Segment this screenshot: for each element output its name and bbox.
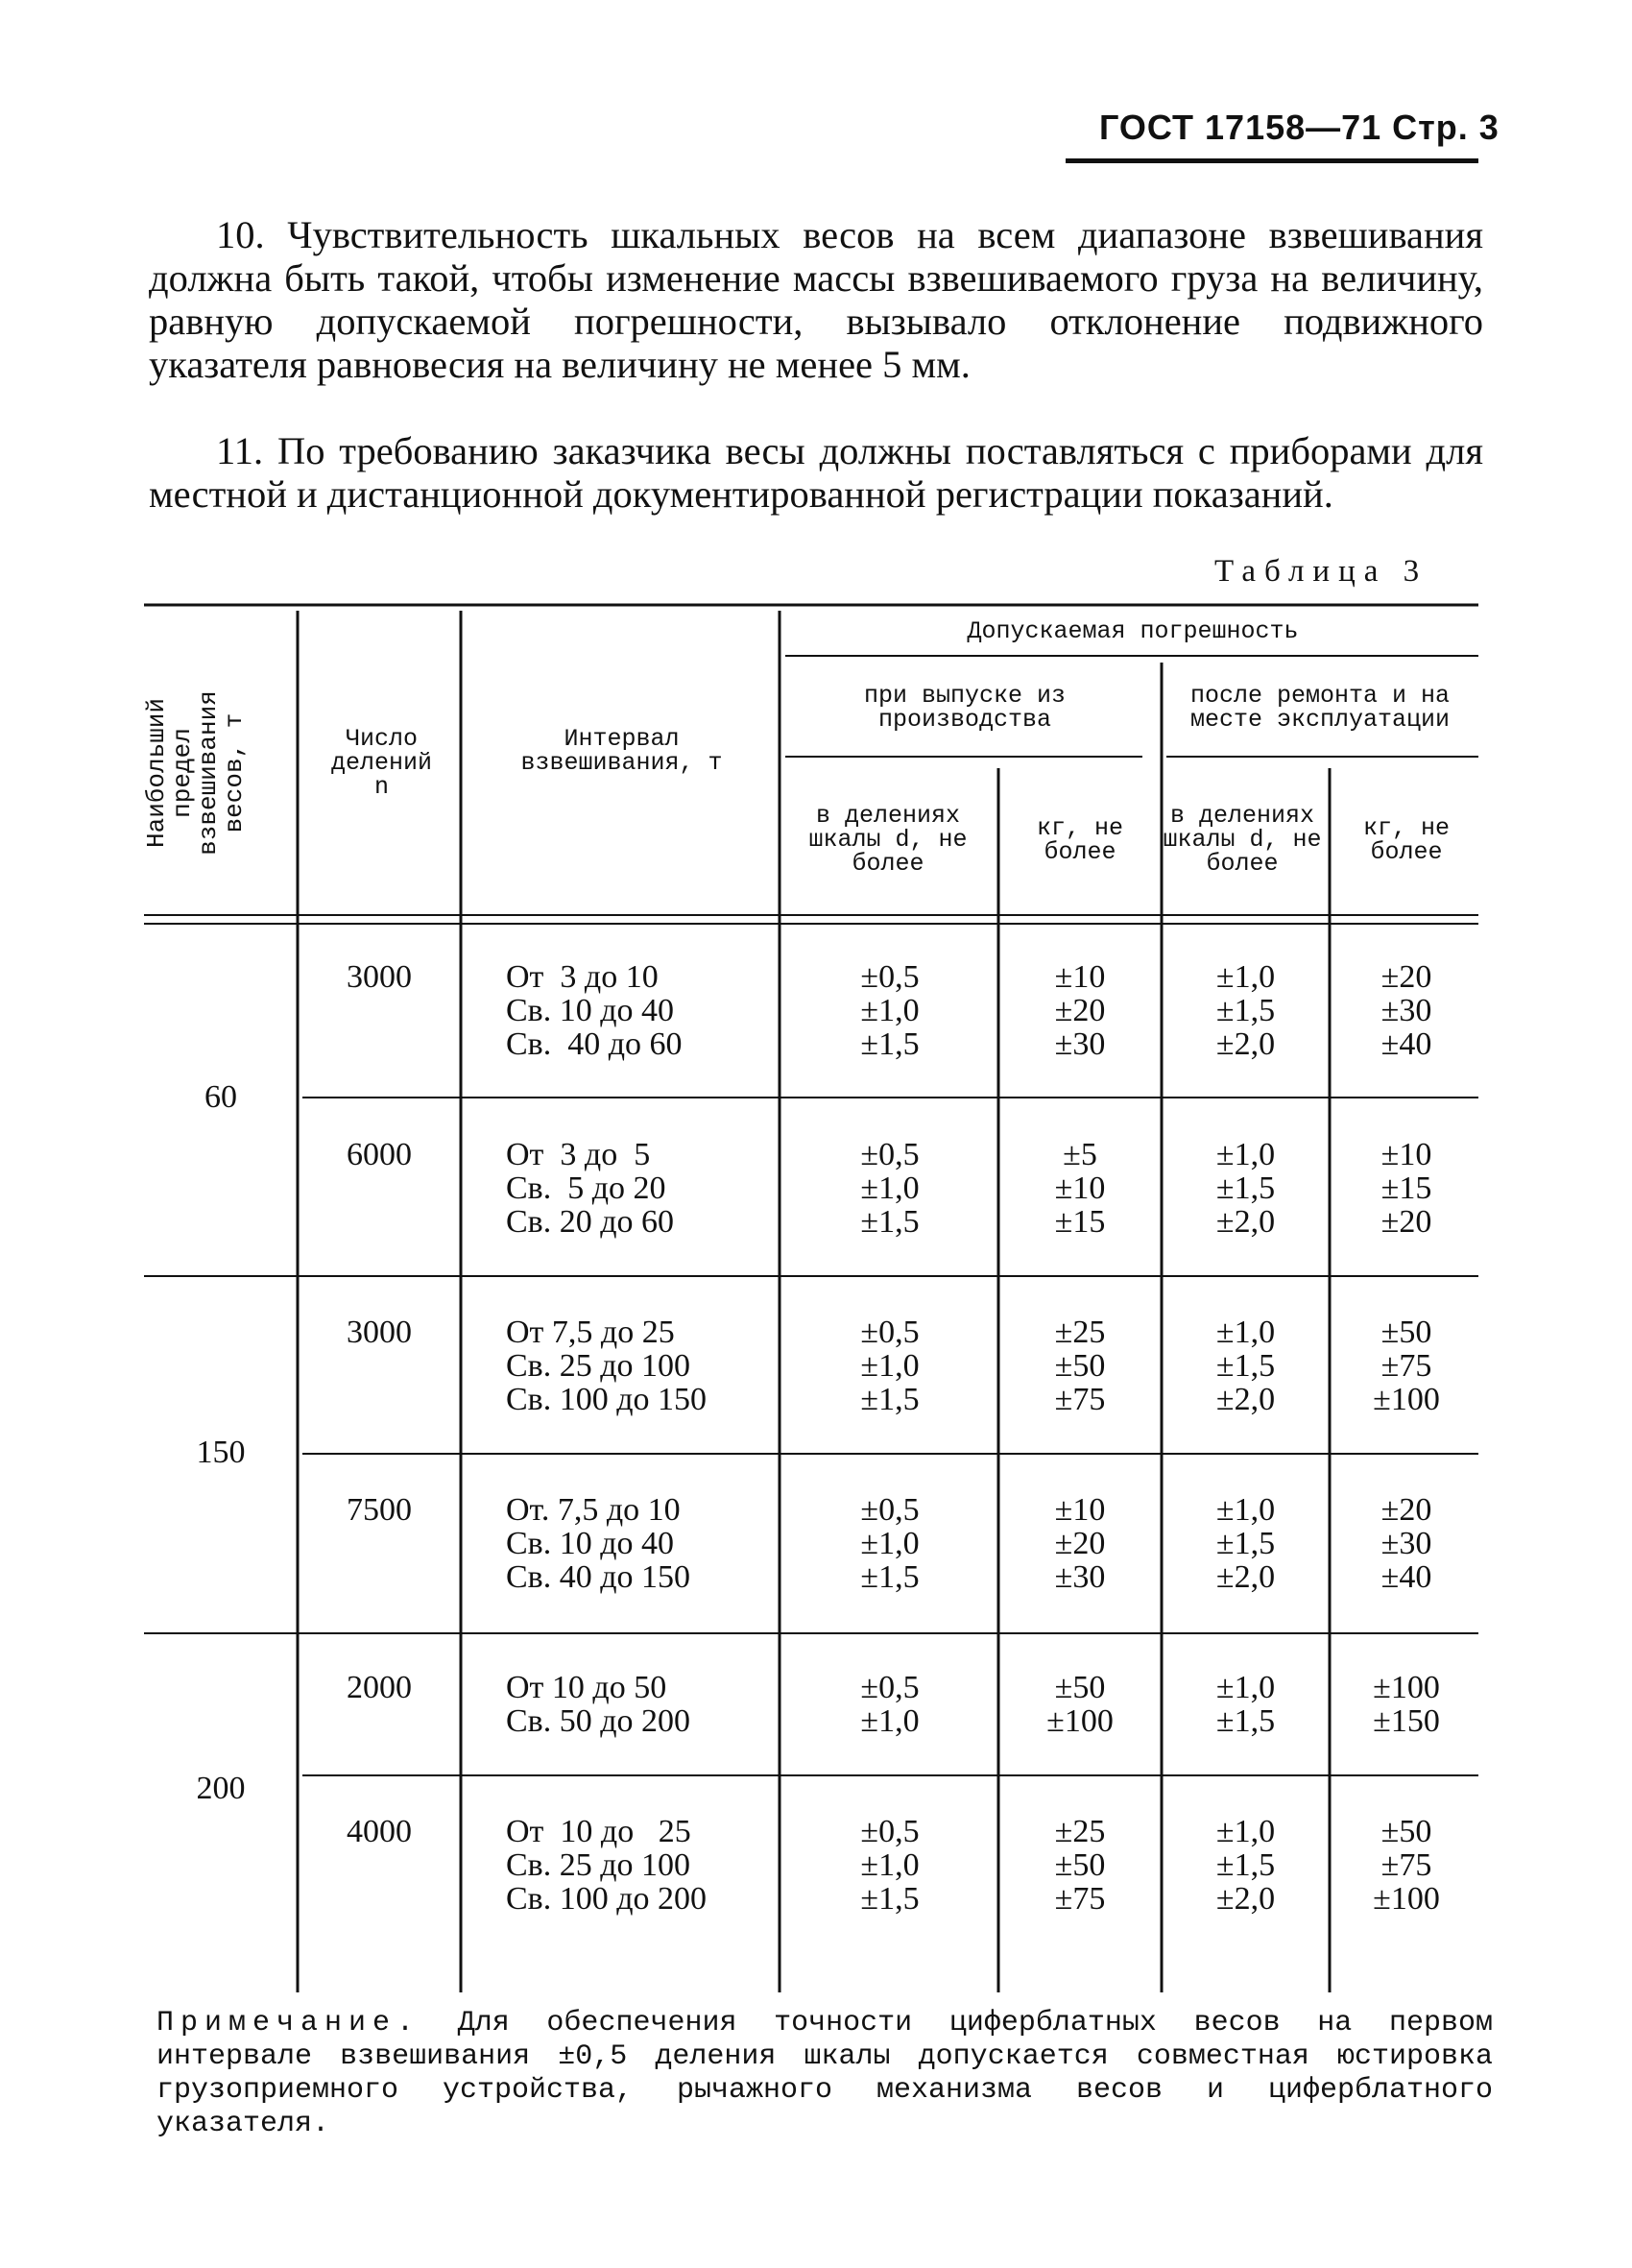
- divisions-cell: 7500: [347, 1492, 412, 1528]
- prod-d-cell: [785, 1493, 995, 1594]
- header-max-limit: Наибольший предел взвешивания весов, т: [142, 690, 249, 856]
- cell-line: ±75: [1054, 1382, 1106, 1417]
- cell-line: ±1,0: [1215, 1814, 1276, 1849]
- intervals-cell: [506, 1138, 775, 1239]
- cell-line: ±0,5: [860, 1814, 920, 1849]
- note-label: Примечание.: [156, 2007, 421, 2039]
- cell-line: ±2,0: [1215, 1204, 1276, 1240]
- cell-line: ±0,5: [860, 1137, 920, 1172]
- rep-d-cell: [1166, 1493, 1325, 1594]
- cell-line: ±10: [1054, 1170, 1106, 1206]
- cell-line: ±50: [1380, 1814, 1432, 1849]
- rep-d-cell: [1166, 960, 1325, 1061]
- header-divisions: Число делений n: [330, 725, 433, 801]
- header-rep-kg: кг, не более: [1362, 814, 1450, 866]
- header-rep-divisions: в делениях шкалы d, не более: [1163, 802, 1322, 878]
- prod-kg-cell: [1003, 1671, 1157, 1738]
- cell-line: ±1,0: [860, 1703, 920, 1739]
- rep-kg-cell: [1334, 960, 1478, 1061]
- prod-kg-cell: [1003, 1315, 1157, 1416]
- cell-line: ±20: [1054, 993, 1106, 1028]
- divisions-cell: 3000: [347, 1315, 412, 1350]
- cell-line: ±0,5: [860, 1492, 920, 1528]
- cell-line: ±50: [1054, 1348, 1106, 1384]
- prod-kg-cell: [1003, 960, 1157, 1061]
- cell-line: Св. 25 до 100: [506, 1847, 691, 1883]
- limit-cell: 200: [196, 1771, 246, 1806]
- cell-line: ±1,5: [860, 1559, 920, 1595]
- cell-line: От 3 до 10: [506, 959, 659, 995]
- cell-line: ±30: [1380, 993, 1432, 1028]
- cell-line: Св. 40 до 150: [506, 1559, 691, 1595]
- cell-line: ±25: [1054, 1814, 1106, 1849]
- rep-kg-cell: [1334, 1138, 1478, 1239]
- cell-line: ±1,5: [1215, 1348, 1276, 1384]
- rep-d-cell: [1166, 1815, 1325, 1916]
- cell-line: ±1,0: [860, 1170, 920, 1206]
- cell-line: ±150: [1373, 1703, 1440, 1739]
- cell-line: ±20: [1380, 1492, 1432, 1528]
- cell-line: ±5: [1063, 1137, 1097, 1172]
- cell-line: От 10 до 50: [506, 1670, 667, 1705]
- cell-line: ±2,0: [1215, 1559, 1276, 1595]
- prod-d-cell: [785, 1138, 995, 1239]
- divisions-cell: 6000: [347, 1137, 412, 1172]
- cell-line: ±1,0: [1215, 1492, 1276, 1528]
- rep-kg-cell: [1334, 1671, 1478, 1738]
- limit-cell: 60: [204, 1079, 237, 1115]
- rep-kg-cell: [1334, 1493, 1478, 1594]
- cell-line: ±1,0: [860, 993, 920, 1028]
- cell-line: ±50: [1054, 1670, 1106, 1705]
- divisions-cell: 3000: [347, 959, 412, 995]
- cell-line: ±75: [1380, 1847, 1432, 1883]
- limit-cell: 150: [196, 1435, 246, 1470]
- table-caption: Таблица 3: [1214, 554, 1428, 589]
- cell-line: ±2,0: [1215, 1026, 1276, 1062]
- cell-line: ±1,5: [860, 1026, 920, 1062]
- intervals-cell: [506, 1815, 775, 1916]
- divisions-cell: 2000: [347, 1670, 412, 1705]
- cell-line: ±1,0: [1215, 959, 1276, 995]
- cell-line: Св. 100 до 200: [506, 1881, 708, 1917]
- intervals-cell: [506, 1671, 775, 1738]
- cell-line: ±1,0: [1215, 1315, 1276, 1350]
- header-interval: Интервал взвешивания, т: [520, 725, 723, 777]
- cell-line: От 10 до 25: [506, 1814, 691, 1849]
- header-prod-kg: кг, не более: [1036, 814, 1123, 866]
- page-header: ГОСТ 17158—71 Стр. 3: [1099, 108, 1500, 147]
- rep-d-cell: [1166, 1671, 1325, 1738]
- cell-line: ±1,0: [860, 1847, 920, 1883]
- cell-line: От 3 до 5: [506, 1137, 651, 1172]
- rep-kg-cell: [1334, 1815, 1478, 1916]
- cell-line: Св. 5 до 20: [506, 1170, 666, 1206]
- cell-line: ±75: [1380, 1348, 1432, 1384]
- cell-line: Св. 20 до 60: [506, 1204, 675, 1240]
- cell-line: ±30: [1380, 1526, 1432, 1561]
- cell-line: ±0,5: [860, 1670, 920, 1705]
- rep-d-cell: [1166, 1138, 1325, 1239]
- cell-line: ±75: [1054, 1881, 1106, 1917]
- cell-line: ±40: [1380, 1559, 1432, 1595]
- prod-d-cell: [785, 960, 995, 1061]
- cell-line: ±100: [1373, 1670, 1440, 1705]
- divisions-cell: 4000: [347, 1814, 412, 1849]
- cell-line: ±1,0: [1215, 1670, 1276, 1705]
- cell-line: ±2,0: [1215, 1382, 1276, 1417]
- cell-line: От 7,5 до 25: [506, 1315, 675, 1350]
- intervals-cell: [506, 1493, 775, 1594]
- cell-line: ±2,0: [1215, 1881, 1276, 1917]
- cell-line: ±30: [1054, 1026, 1106, 1062]
- cell-line: ±40: [1380, 1026, 1432, 1062]
- header-prod-divisions: в делениях шкалы d, не более: [808, 802, 968, 878]
- cell-line: ±15: [1380, 1170, 1432, 1206]
- header-tolerance: Допускаемая погрешность: [967, 617, 1299, 645]
- cell-line: ±20: [1380, 959, 1432, 995]
- cell-line: ±0,5: [860, 959, 920, 995]
- prod-kg-cell: [1003, 1493, 1157, 1594]
- cell-line: ±50: [1380, 1315, 1432, 1350]
- cell-line: ±10: [1054, 1492, 1106, 1528]
- cell-line: ±10: [1054, 959, 1106, 995]
- cell-line: ±1,0: [1215, 1137, 1276, 1172]
- cell-line: ±20: [1054, 1526, 1106, 1561]
- cell-line: Св. 100 до 150: [506, 1382, 708, 1417]
- prod-kg-cell: [1003, 1815, 1157, 1916]
- prod-d-cell: [785, 1815, 995, 1916]
- cell-line: ±100: [1373, 1881, 1440, 1917]
- cell-line: Св. 50 до 200: [506, 1703, 691, 1739]
- cell-line: ±30: [1054, 1559, 1106, 1595]
- prod-kg-cell: [1003, 1138, 1157, 1239]
- cell-line: ±100: [1046, 1703, 1114, 1739]
- cell-line: ±0,5: [860, 1315, 920, 1350]
- cell-line: ±50: [1054, 1847, 1106, 1883]
- cell-line: ±1,0: [860, 1526, 920, 1561]
- cell-line: ±1,5: [860, 1881, 920, 1917]
- cell-line: ±10: [1380, 1137, 1432, 1172]
- cell-line: От. 7,5 до 10: [506, 1492, 681, 1528]
- cell-line: ±25: [1054, 1315, 1106, 1350]
- cell-line: Св. 10 до 40: [506, 993, 675, 1028]
- cell-line: ±1,5: [1215, 1526, 1276, 1561]
- cell-line: ±100: [1373, 1382, 1440, 1417]
- paragraph-11-text: 11. По требованию заказчика весы должны поставляться с приборами для местной и дистанционной документированной регистрации показаний.: [149, 429, 1483, 516]
- cell-line: ±20: [1380, 1204, 1432, 1240]
- rep-kg-cell: [1334, 1315, 1478, 1416]
- header-after-repair: после ремонта и на месте эксплуатации: [1189, 682, 1451, 734]
- intervals-cell: [506, 1315, 775, 1416]
- cell-line: ±1,5: [1215, 1703, 1276, 1739]
- cell-line: ±1,5: [1215, 993, 1276, 1028]
- cell-line: Св. 40 до 60: [506, 1026, 683, 1062]
- cell-line: ±1,5: [860, 1382, 920, 1417]
- prod-d-cell: [785, 1315, 995, 1416]
- intervals-cell: [506, 960, 775, 1061]
- cell-line: ±1,0: [860, 1348, 920, 1384]
- cell-line: Св. 10 до 40: [506, 1526, 675, 1561]
- table-note: [156, 2007, 1493, 2141]
- prod-d-cell: [785, 1671, 995, 1738]
- paragraph-10-text: 10. Чувствительность шкальных весов на всем диапазоне взвешивания должна быть такой, чтобы изменение массы взвешиваемого груза на величину, равную допускаемой погрешности, вызывало отклонение подвижного указателя равновесия на величину не менее 5 мм.: [149, 213, 1483, 386]
- cell-line: ±15: [1054, 1204, 1106, 1240]
- note-text: Для обеспечения точности циферблатных весов на первом интервале взвешивания ±0,5 деления шкалы допускается совместная юстировка грузоприемного устройства, рычажного механизма весов и циферблатного указателя.: [156, 2007, 1493, 2140]
- rep-d-cell: [1166, 1315, 1325, 1416]
- cell-line: ±1,5: [1215, 1170, 1276, 1206]
- header-production: при выпуске из производства: [863, 682, 1067, 734]
- cell-line: Св. 25 до 100: [506, 1348, 691, 1384]
- cell-line: ±1,5: [860, 1204, 920, 1240]
- cell-line: ±1,5: [1215, 1847, 1276, 1883]
